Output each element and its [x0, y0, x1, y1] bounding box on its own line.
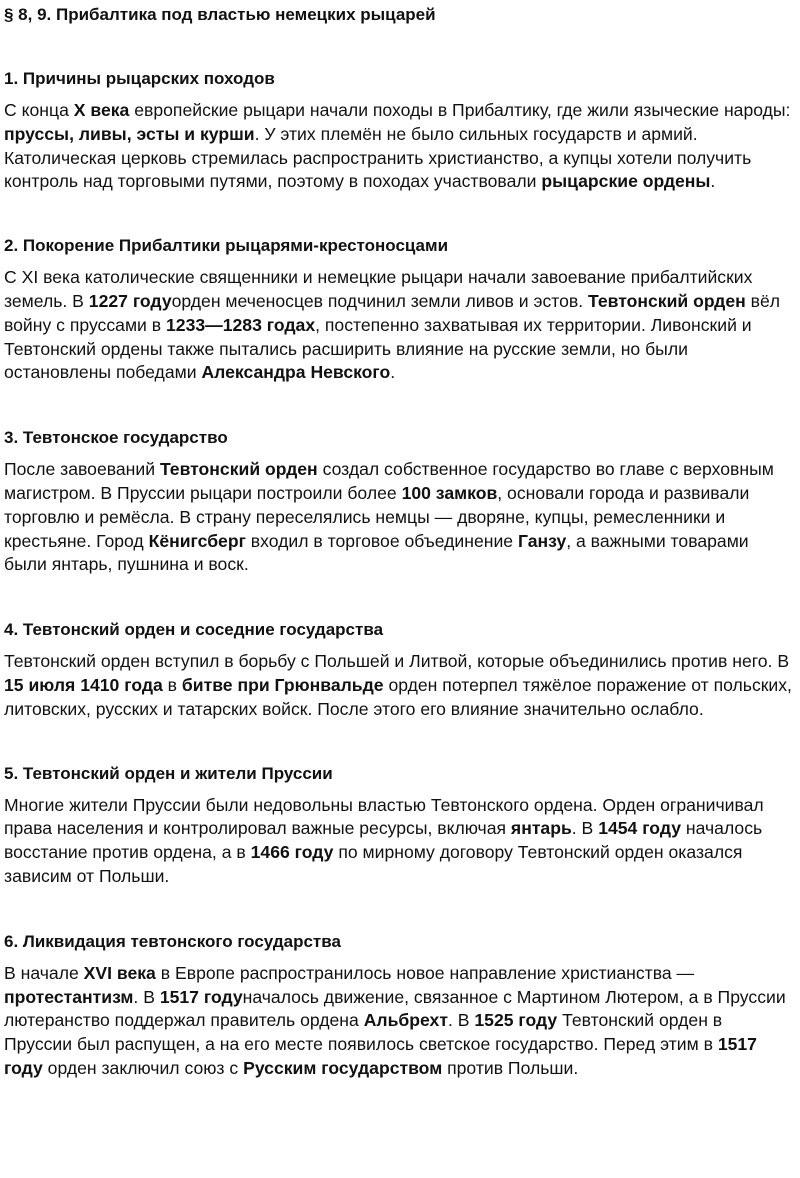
- bold-term: янтарь: [510, 818, 572, 839]
- text-run: В начале: [4, 962, 84, 983]
- bold-term: Кёнигсберг: [148, 530, 246, 551]
- text-run: создал собственное государство во главе с верховным магистром. В Пруссии рыцари построили более: [4, 459, 774, 503]
- bold-term: Тевтонский орден: [159, 459, 318, 480]
- text-run: вёл войну с пруссами в: [4, 290, 781, 335]
- section-heading: 6. Ликвидация тевтонского государства: [4, 931, 341, 951]
- text-run: в: [162, 674, 182, 695]
- bold-term: битве при Грюнвальде: [181, 674, 384, 695]
- bold-term: 1227 году: [88, 290, 172, 311]
- bold-term: 1517 году: [4, 1034, 757, 1078]
- bold-term: 1466 году: [250, 842, 334, 863]
- section-paragraph: [4, 99, 794, 194]
- section-heading: 5. Тевтонский орден и жители Пруссии: [4, 763, 333, 783]
- section-paragraph: [4, 962, 794, 1081]
- text-run: . У этих племён не было сильных государств и армий. Католическая церковь стремилась распространить христианство, а купцы хотели получить контроль над торговыми путями, поэтому в походах участвовали: [4, 123, 752, 192]
- text-run: .: [710, 171, 716, 192]
- section-heading: 2. Покорение Прибалтики рыцарями-крестоносцами: [4, 236, 449, 256]
- section-paragraph: [4, 794, 794, 889]
- text-run: , а важными товарами были янтарь, пушнина и воск.: [4, 530, 749, 575]
- text-run: европейские рыцари начали походы в Прибалтику, где жили языческие народы:: [129, 100, 791, 120]
- bold-term: Александра Невского: [201, 362, 391, 383]
- text-run: Многие жители Пруссии были недовольны властью Тевтонского ордена. Орден ограничивал права населения и контролировал важные ресурсы, включая: [4, 794, 764, 839]
- text-run: входил в торговое объединение: [245, 530, 518, 551]
- section-order-and-prussians: [4, 763, 794, 889]
- text-run: по мирному договору Тевтонский орден оказался зависим от Польши.: [4, 842, 743, 886]
- bold-term: Альбрехт: [363, 1010, 448, 1031]
- text-run: против Польши.: [442, 1057, 579, 1078]
- section-paragraph: [4, 650, 794, 721]
- section-heading: 4. Тевтонский орден и соседние государства: [4, 620, 384, 640]
- text-run: С конца: [4, 100, 74, 120]
- section-heading: 3. Тевтонское государство: [4, 428, 228, 448]
- section-teutonic-state: [4, 427, 794, 577]
- bold-term: протестантизм: [4, 986, 134, 1007]
- text-run: С XI века католические священники и немецкие рыцари начали завоевание прибалтийских земель. В: [4, 267, 753, 311]
- document-title: § 8, 9. Прибалтика под властью немецких рыцарей: [4, 5, 436, 24]
- bold-term: 1454 году: [598, 818, 681, 839]
- text-run: . В: [447, 1010, 475, 1031]
- section-order-and-neighbours: [4, 619, 794, 721]
- bold-term: 100 замков: [401, 482, 498, 503]
- text-run: орден меченосцев подчинил земли ливов и эстов.: [171, 290, 589, 311]
- text-run: , основали города и развивали торговлю и ремёсла. В страну переселялись немцы — дворяне, купцы, ремесленники и крестьяне. Город: [4, 482, 750, 551]
- text-run: Тевтонский орден в Пруссии был распущен, а на его месте появилось светское государство. Перед этим в: [4, 1010, 723, 1055]
- bold-term: 1517 году: [159, 986, 243, 1007]
- text-run: После завоеваний: [4, 459, 160, 480]
- section-heading: 1. Причины рыцарских походов: [4, 69, 275, 88]
- bold-term: рыцарские ордены: [541, 171, 711, 192]
- section-conquest-of-baltics: [4, 235, 794, 385]
- bold-term: Ганзу: [517, 530, 567, 551]
- bold-term: 1525 году: [474, 1010, 558, 1031]
- section-paragraph: [4, 266, 794, 385]
- bold-term: Русским государством: [243, 1057, 443, 1078]
- text-run: . В: [571, 818, 599, 839]
- text-run: .: [390, 362, 396, 383]
- text-run: в Европе распространилось новое направление христианства —: [155, 962, 695, 983]
- bold-term: 15 июля 1410 года: [4, 674, 163, 695]
- text-run: началось движение, связанное с Мартином Лютером, а в Пруссии лютеранство поддержал правитель ордена: [4, 986, 786, 1031]
- text-run: Тевтонский орден вступил в борьбу с Польшей и Литвой, которые объединились против него. В: [4, 651, 790, 672]
- section-liquidation-of-state: [4, 931, 794, 1081]
- text-run: началось восстание против ордена, а в: [4, 818, 763, 863]
- text-run: . В: [133, 986, 160, 1007]
- text-run: орден заключил союз с: [42, 1057, 244, 1078]
- text-run: орден потерпел тяжёлое поражение от польских, литовских, русских и татарских войск. После этого его влияние значительно ослабло.: [4, 674, 792, 719]
- text-run: , постепенно захватывая их территории. Ливонский и Тевтонский ордены также пытались расширить влияние на русские земли, но были остановлены победами: [4, 314, 752, 383]
- bold-term: X века: [73, 100, 130, 120]
- section-paragraph: [4, 458, 794, 577]
- bold-term: XVI века: [83, 962, 156, 983]
- bold-term: пруссы, ливы, эсты и курши: [4, 123, 255, 144]
- bold-term: 1233—1283 годах: [166, 314, 316, 335]
- section-causes-of-crusades: [4, 68, 794, 194]
- bold-term: Тевтонский орден: [588, 290, 746, 311]
